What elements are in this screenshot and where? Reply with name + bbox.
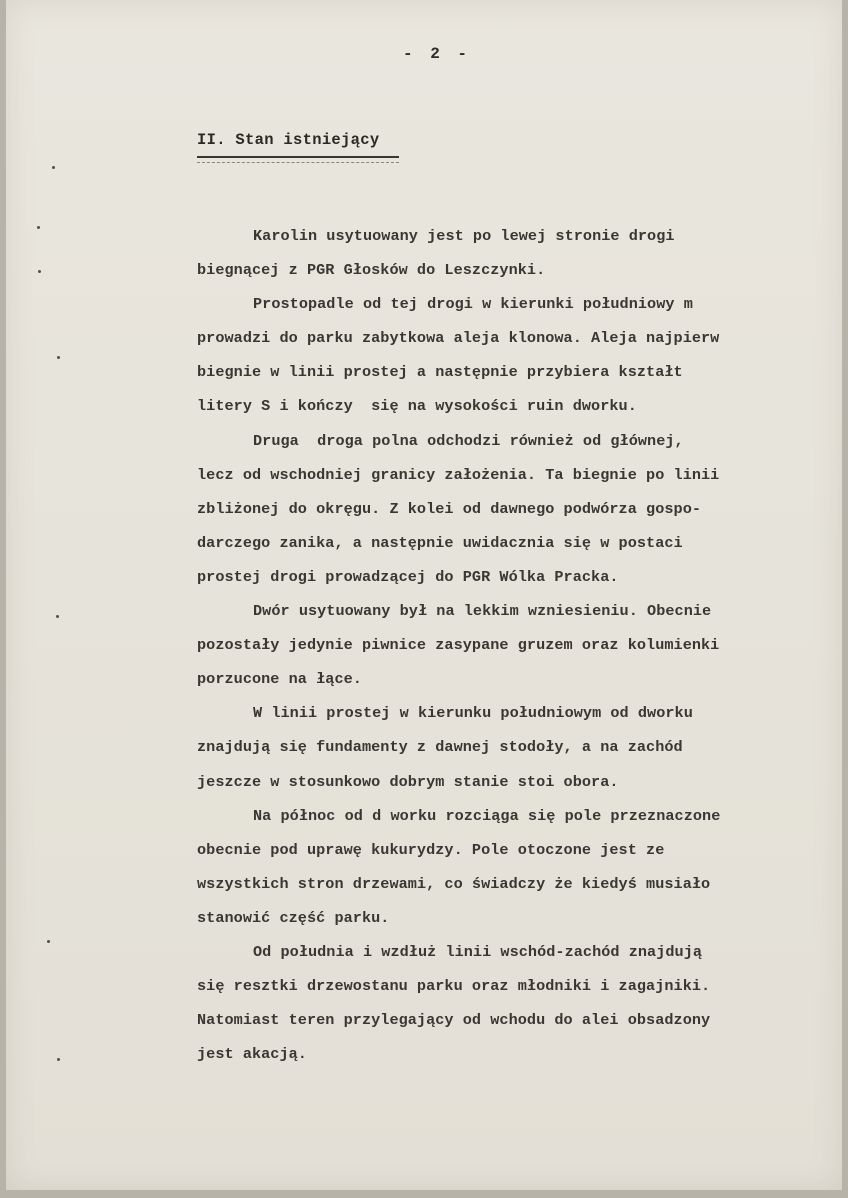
- text-line: Druga droga polna odchodzi również od głównej,: [253, 431, 684, 450]
- text-line: stanowić część parku.: [197, 908, 390, 927]
- text-line: prowadzi do parku zabytkowa aleja klonowa. Aleja najpierw: [197, 329, 720, 348]
- text-line: Od południa i wzdłuż linii wschód-zachód znajdują: [253, 942, 703, 961]
- margin-speck: [47, 940, 50, 943]
- text-line: litery S i kończy się na wysokości ruin dworku.: [197, 397, 637, 416]
- text-line: zbliżonej do okręgu. Z kolei od dawnego podwórza gospo-: [197, 499, 702, 518]
- text-line: darczego zanika, a następnie uwidacznia się w postaci: [197, 533, 683, 552]
- margin-speck: [56, 615, 59, 618]
- page-number: - 2 -: [402, 45, 471, 63]
- body-text: [197, 219, 807, 1071]
- section-heading: II. Stan istniejący: [197, 131, 380, 149]
- text-line: jest akacją.: [197, 1045, 307, 1064]
- text-line: biegnącej z PGR Głosków do Leszczynki.: [197, 261, 546, 280]
- text-line: lecz od wschodniej granicy założenia. Ta biegnie po linii: [197, 465, 720, 484]
- text-line: znajdują się fundamenty z dawnej stodoły, a na zachód: [197, 738, 683, 757]
- text-line: biegnie w linii prostej a następnie przybiera kształt: [197, 363, 683, 382]
- text-line: się resztki drzewostanu parku oraz młodniki i zagajniki.: [197, 977, 711, 996]
- text-line: W linii prostej w kierunku południowym od dworku: [253, 704, 693, 723]
- text-line: porzucone na łące.: [197, 670, 362, 689]
- heading-dashed-rule: [197, 162, 399, 163]
- text-line: jeszcze w stosunkowo dobrym stanie stoi obora.: [197, 772, 619, 791]
- heading-underline: [197, 156, 399, 158]
- text-line: Dwór usytuowany był na lekkim wzniesieniu. Obecnie: [253, 602, 712, 621]
- text-line: Prostopadle od tej drogi w kierunki południowy m: [253, 295, 693, 314]
- text-line: pozostały jedynie piwnice zasypane gruzem oraz kolumienki: [197, 636, 720, 655]
- margin-speck: [38, 270, 41, 273]
- text-line: Natomiast teren przylegający od wchodu do alei obsadzony: [197, 1011, 711, 1030]
- margin-speck: [37, 226, 40, 229]
- text-line: prostej drogi prowadzącej do PGR Wólka Pracka.: [197, 567, 619, 586]
- margin-speck: [57, 1058, 60, 1061]
- margin-speck: [52, 166, 55, 169]
- text-line: Karolin usytuowany jest po lewej stronie drogi: [253, 227, 675, 245]
- text-line: obecnie pod uprawę kukurydzy. Pole otoczone jest ze: [197, 840, 665, 859]
- margin-speck: [57, 356, 60, 359]
- text-line: wszystkich stron drzewami, co świadczy że kiedyś musiało: [197, 874, 711, 893]
- text-line: Na północ od d worku rozciąga się pole przeznaczone: [253, 806, 721, 825]
